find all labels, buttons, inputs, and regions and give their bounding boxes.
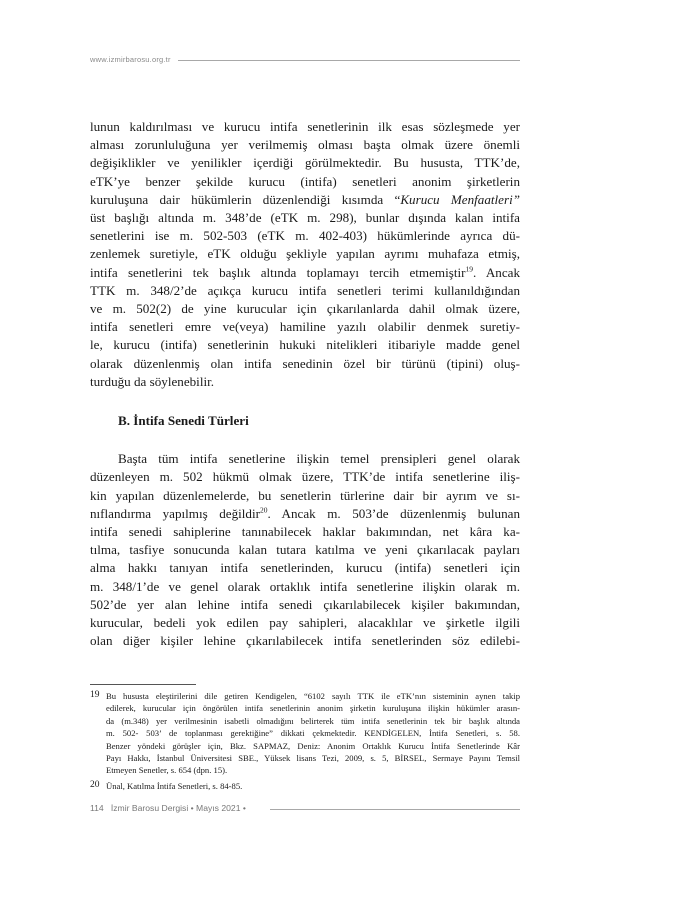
- footnote-rule: [90, 684, 196, 685]
- text-span: kuruluşuna dair hükümlerin düzenlendiği kısımda “: [90, 191, 401, 207]
- separator-dot: •: [190, 803, 194, 813]
- footnote-number: 20: [90, 779, 100, 790]
- text-line: intifa senedi sahiplerine tanınabilecek haklar bakımından, net kâra ka-: [90, 524, 520, 540]
- text-line: Başta tüm intifa senetlerine ilişkin temel prensipleri genel olarak: [118, 451, 520, 467]
- italic-term: Kurucu Menfaatleri”: [400, 191, 520, 207]
- footnote-20: [90, 780, 520, 792]
- text-line: olan diğer kişiler lehine çıkarılabilecek intifa senetlerinden söz edilebi-: [90, 633, 520, 649]
- page-number: 114: [90, 803, 104, 813]
- text-line: üst başlığı altında m. 348’de (eTK m. 298), bunlar dışında kalan intifa: [90, 210, 520, 226]
- footnote-ref: 19: [465, 264, 473, 274]
- text-line: değişiklikler ve yenilikler içerdiği görülmektedir. Bu hususta, TTK’de,: [90, 155, 520, 171]
- text-line: tılma, tasfiye sonucunda kalan tutara katılma ve yeni çıkarılacak payları: [90, 542, 520, 558]
- text-line: senetlerini ise m. 502-503 (eTK m. 402-403) hükümlerinde ayrıca dü-: [90, 228, 520, 244]
- footnote-line: da (m.348) yer verilmesinin isabetli olmadığını belirterek tüm intifa senetlerinin tek bir başlık altında: [106, 715, 520, 726]
- separator-dot: •: [242, 803, 246, 813]
- text-line: kurucular, bedeli yok edilen pay sahipleri, alacaklılar ve şirketle ilgili: [90, 615, 520, 631]
- text-span: . Ancak m. 503’de düzenlenmiş bulunan: [267, 505, 520, 521]
- footnote-line: Bu hususta eleştirilerini dile getiren Kendigelen, “6102 sayılı TTK ile eTK’nın sisteminin aynen takip: [106, 691, 520, 701]
- footnote-line: Etmeyen Senetler, s. 654 (dpn. 15).: [106, 765, 228, 776]
- footnote-line: edilerek, kurucular için öngörülen intifa senetlerinin anonim şirketin kuruluşuna ilişkin hükümler arasın-: [106, 703, 520, 714]
- header-rule: [178, 60, 520, 61]
- text-line: 502’de yer alan lehine intifa senedi çıkarılabilecek kişiler bakımından,: [90, 596, 520, 612]
- text-line: le, kurucu (intifa) senetlerinin hukuki nitelikleri itibariyle madde genel: [90, 337, 520, 353]
- text-line: kin yapılan düzenlemelerde, bu senetlerin türlerine dair bir ayrım ve sı-: [90, 487, 520, 503]
- footnote-19: [90, 690, 520, 777]
- text-line: turduğu da söylenebilir.: [90, 373, 215, 389]
- text-line: ve m. 502(2) de yine kurucular için çıkarılanlarda dahil olmak üzere,: [90, 301, 520, 317]
- footnotes: [90, 690, 520, 795]
- footnote-ref: 20: [259, 505, 268, 515]
- footnote-line: Ünal, Katılma İntifa Senetleri, s. 84-85.: [106, 780, 243, 791]
- text-line: olarak düzenlenmiş olan intifa senedinin özel bir türünü (tipini) oluş-: [90, 355, 520, 371]
- text-line: intifa senetleri emre ve(veya) hamiline yazılı olabilir denmek suretiy-: [90, 319, 520, 335]
- text-line: lunun kaldırılması ve kurucu intifa senetlerinin ilk esas sözleşmede yer: [90, 119, 520, 134]
- issue-date: Mayıs 2021: [196, 803, 241, 813]
- text-line: alması zorunluluğuna yer verilmemiş olması başta olmak üzere önemli: [90, 137, 520, 153]
- journal-name: İzmir Barosu Dergisi: [110, 803, 189, 813]
- text-span: intifa senetlerini tek başlık altında toplamayı tercih etmemiştir: [90, 264, 466, 280]
- section-heading: B. İntifa Senedi Türleri: [118, 413, 249, 429]
- footnote-line: Payı Hakkı, İstanbul Üniversitesi SBE., Yüksek lisans Tezi, 2009, s. 5, BİRSEL, Sermaye Payını Temsil: [106, 753, 520, 764]
- text-line: m. 348/1’de ve genel olarak ortaklık intifa senetlerine ilişkin olarak m.: [90, 578, 520, 594]
- text-line: [90, 505, 520, 523]
- text-span: . Ancak: [472, 264, 521, 280]
- footnote-line: m. 502- 503’ de toplanması gerektiğine” dikkati çekmektedir. KENDİGELEN, İntifa Senetleri, s. 58.: [106, 728, 520, 739]
- text-line: [90, 264, 520, 282]
- body-text: [90, 118, 520, 650]
- footnote-line: Benzer yöndeki görüşler için, Bkz. SAPMAZ, Deniz: Anonim Ortaklık Kurucu İntifa Senetlerinde Kâr: [106, 740, 520, 751]
- text-line: zenlemek suretiyle, eTK olduğu şekliyle yapılan ayrımı muhafaza etmiş,: [90, 246, 520, 262]
- text-line: düzenleyen m. 502 hükmü olmak üzere, TTK’de intifa senetlerine iliş-: [90, 469, 520, 485]
- text-line: alma hakkı tanıyan intifa senetlerinden, kurucu (intifa) senetleri için: [90, 560, 520, 576]
- site-url: www.izmirbarosu.org.tr: [90, 55, 171, 64]
- text-line: [90, 191, 520, 209]
- page-footer: [90, 803, 246, 813]
- text-span: nıflandırma yapılmış değildir: [90, 505, 260, 521]
- text-line: eTK’ye benzer şekilde kurucu (intifa) senetleri anonim şirketlerin: [90, 173, 520, 189]
- footer-rule: [270, 809, 520, 810]
- text-line: TTK m. 348/2’de açıkça kurucu intifa senetleri terimi kullanıldığından: [90, 282, 520, 298]
- footnote-number: 19: [90, 690, 100, 700]
